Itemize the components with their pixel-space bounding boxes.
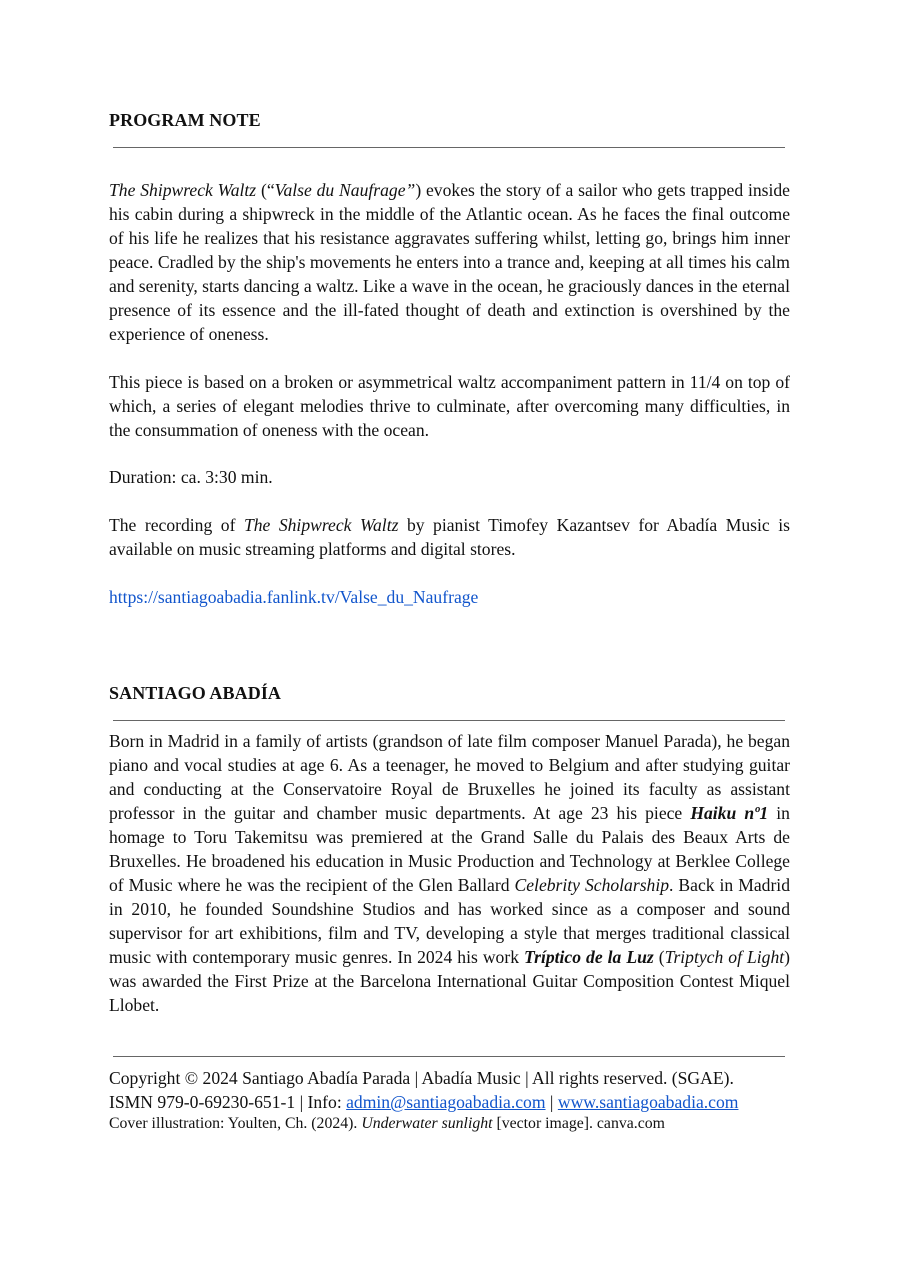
bio-work-triptico: Tríptico de la Luz — [524, 947, 654, 967]
bio-work-haiku: Haiku nº1 — [690, 803, 769, 823]
bio-text-5: ) was awarded the First Prize at the Barcelona International Guitar Composition Contest Miquel Llobet. — [109, 947, 791, 1015]
duration-text: Duration: ca. 3:30 min. — [109, 467, 273, 487]
bio-text-1: Born in Madrid in a family of artists (grandson of late film composer Manuel Parada), he began piano and vocal studies at age 6. As a teenager, he moved to Belgium and after studying guitar and conducting at the Conservatoire Royal de Bruxelles he joined its faculty as assistant professor in the guitar and chamber music departments. At age 23 his piece — [109, 731, 790, 823]
footer-divider — [113, 1056, 785, 1057]
program-note-paragraph-1 — [109, 178, 790, 346]
open-paren: (“ — [256, 180, 275, 200]
cover-credit-title: Underwater sunlight — [361, 1115, 493, 1132]
cover-credit-before: Cover illustration: Youlten, Ch. (2024). — [109, 1115, 362, 1132]
website-link[interactable]: www.santiagoabadia.com — [557, 1092, 739, 1112]
fanlink-link[interactable]: https://santiagoabadia.fanlink.tv/Valse_du_Naufrage — [109, 587, 479, 607]
bio-paragraph — [109, 729, 790, 1017]
bio-text-3: . Back in Madrid in 2010, he founded Soundshine Studios and has worked since as a composer and sound supervisor for art exhibitions, film and TV, developing a style that merges traditional classical music with contemporary music genres. In 2024 his work — [109, 875, 790, 967]
ismn-text: ISMN 979-0-69230-651-1 | Info: — [109, 1092, 347, 1112]
contact-separator: | — [545, 1092, 558, 1112]
bio-heading: SANTIAGO ABADÍA — [109, 683, 282, 703]
contact-line — [109, 1090, 799, 1114]
paragraph-1-text: ) evokes the story of a sailor who gets trapped inside his cabin during a shipwreck in the middle of the Atlantic ocean. As he faces the final outcome of his life he realizes that his resistance aggravates suffering whilst, letting go, brings him inner peace. Cradled by the ship's movements he enters into a trance and, keeping at all times his calm and serenity, starts dancing a waltz. Like a wave in the ocean, he graciously dances in the eternal presence of its essence and the ill-fated thought of death and extinction is overshined by the experience of oneness. — [109, 180, 790, 344]
bio-scholarship: Celebrity Scholarship — [514, 875, 670, 895]
cover-credit-line — [109, 1113, 790, 1135]
recording-text-before: The recording of — [109, 515, 244, 535]
recording-work-title: The Shipwreck Waltz — [243, 515, 399, 535]
program-note-paragraph-2: This piece is based on a broken or asymmetrical waltz accompaniment pattern in 11/4 on top of which, a series of elegant melodies thrive to culminate, after overcoming many difficulties, in the consummation of oneness with the ocean. — [109, 372, 790, 440]
work-alt-title: Valse du Naufrage” — [274, 180, 416, 200]
program-note-divider — [113, 147, 785, 148]
recording-text-after: by pianist Timofey Kazantsev for Abadía Music is available on music streaming platforms and digital stores. — [109, 515, 790, 559]
bio-text-4: ( — [653, 947, 665, 967]
fanlink-paragraph — [109, 585, 790, 609]
bio-text-2: in homage to Toru Takemitsu was premiered at the Grand Salle du Palais des Beaux Arts de Bruxelles. He broadened his education in Music Production and Technology at Berklee College of Music where he was the recipient of the Glen Ballard — [109, 803, 790, 895]
email-link[interactable]: admin@santiagoabadia.com — [346, 1092, 546, 1112]
work-title: The Shipwreck Waltz — [109, 180, 257, 200]
bio-divider — [113, 720, 785, 721]
program-note-heading: PROGRAM NOTE — [109, 110, 261, 130]
copyright-line: Copyright © 2024 Santiago Abadía Parada | Abadía Music | All rights reserved. (SGAE). — [109, 1068, 734, 1088]
recording-paragraph — [109, 513, 790, 561]
bio-work-triptych: Triptych of Light — [664, 947, 785, 967]
cover-credit-after: [vector image]. canva.com — [492, 1115, 665, 1132]
